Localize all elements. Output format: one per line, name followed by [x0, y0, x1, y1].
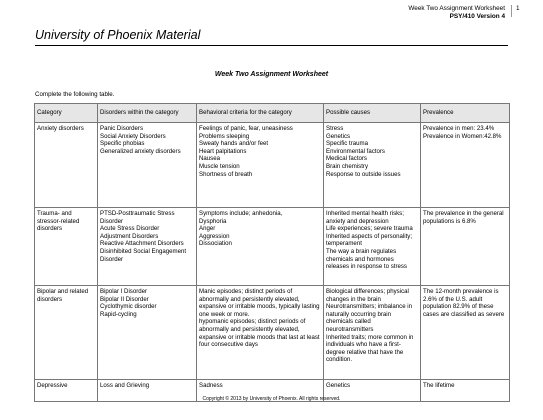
cell-disorders[interactable]: Bipolar I Disorder Bipolar II Disorder Cyclothymic disorder Rapid-cycling — [98, 286, 197, 380]
table-row — [35, 286, 510, 380]
cell-behavioral-criteria[interactable]: Feelings of panic, fear, uneasiness Problems sleeping Sweaty hands and/or feet Heart palpitations Nausea Muscle tension Shortness of breath — [197, 123, 324, 208]
table-row — [35, 208, 510, 286]
table-row — [35, 123, 510, 208]
cell-disorders[interactable]: Loss and Grieving — [98, 380, 197, 402]
title-divider — [35, 45, 508, 46]
cell-category[interactable]: Anxiety disorders — [35, 123, 98, 208]
running-header — [408, 5, 505, 21]
header-behavioral-criteria: Behavioral criteria for the category — [197, 104, 324, 123]
header-course: PSY/410 Version 4 — [449, 13, 505, 20]
header-disorders: Disorders within the category — [98, 104, 197, 123]
cell-category[interactable]: Depressive — [35, 380, 98, 402]
cell-behavioral-criteria[interactable]: Manic episodes; distinct periods of abnormally and persistently elevated, expansive or irritable moods, typically lasting one week or more. hypomanic episodes; distinct periods of abnormally and persistently elevated, expansive or irritable moods that last at least four consecutive days — [197, 286, 324, 380]
cell-behavioral-criteria[interactable]: Sadness — [197, 380, 324, 402]
worksheet-subtitle: Week Two Assignment Worksheet — [214, 71, 329, 78]
cell-disorders[interactable]: Panic Disorders Social Anxiety Disorders Specific phobias Generalized anxiety disorders — [98, 123, 197, 208]
header-prevalence: Prevalence — [421, 104, 510, 123]
cell-possible-causes[interactable]: Stress Genetics Specific trauma Environmental factors Medical factors Brain chemistry Response to outside issues — [324, 123, 421, 208]
page-number: 1 — [511, 5, 520, 17]
cell-category[interactable]: Bipolar and related disorders — [35, 286, 98, 380]
disorders-table — [34, 103, 510, 402]
cell-possible-causes[interactable]: Inherited mental health risks; anxiety and depression Life experiences; severe trauma Inherited aspects of personality; temperament The way a brain regulates chemicals and hormones releases in response to stress — [324, 208, 421, 286]
document-title: University of Phoenix Material — [35, 28, 201, 42]
table-header-row — [35, 104, 510, 123]
cell-prevalence[interactable]: The prevalence in the general populations is 6.8% — [421, 208, 510, 286]
cell-possible-causes[interactable]: Biological differences; physical changes in the brain Neurotransmitters; imbalance in naturally occurring brain chemicals called neurotransmitters Inherited traits; more common in individuals who have a first-degree relative that have the condition. — [324, 286, 421, 380]
header-possible-causes: Possible causes — [324, 104, 421, 123]
copyright-footer: Copyright © 2013 by University of Phoenix. All rights reserved. — [202, 396, 341, 402]
cell-category[interactable]: Trauma- and stressor-related disorders — [35, 208, 98, 286]
cell-prevalence[interactable]: The 12-month prevalence is 2.6% of the U.S. adult population 82.9% of these cases are classified as severe — [421, 286, 510, 380]
cell-behavioral-criteria[interactable]: Symptoms include; anhedonia, Dysphoria Anger Aggression Dissociation — [197, 208, 324, 286]
header-title: Week Two Assignment Worksheet — [408, 5, 505, 12]
cell-disorders[interactable]: PTSD-Posttraumatic Stress Disorder Acute Stress Disorder Adjustment Disorders Reactive Attachment Disorders Disinhibited Social Engagement Disorder — [98, 208, 197, 286]
cell-prevalence[interactable]: Prevalence in men: 23.4% Prevalence in Women:42.8% — [421, 123, 510, 208]
cell-prevalence[interactable]: The lifetime — [421, 380, 510, 402]
header-category: Category — [35, 104, 98, 123]
cell-possible-causes[interactable]: Genetics — [324, 380, 421, 402]
instructions-text: Complete the following table. — [35, 91, 115, 98]
